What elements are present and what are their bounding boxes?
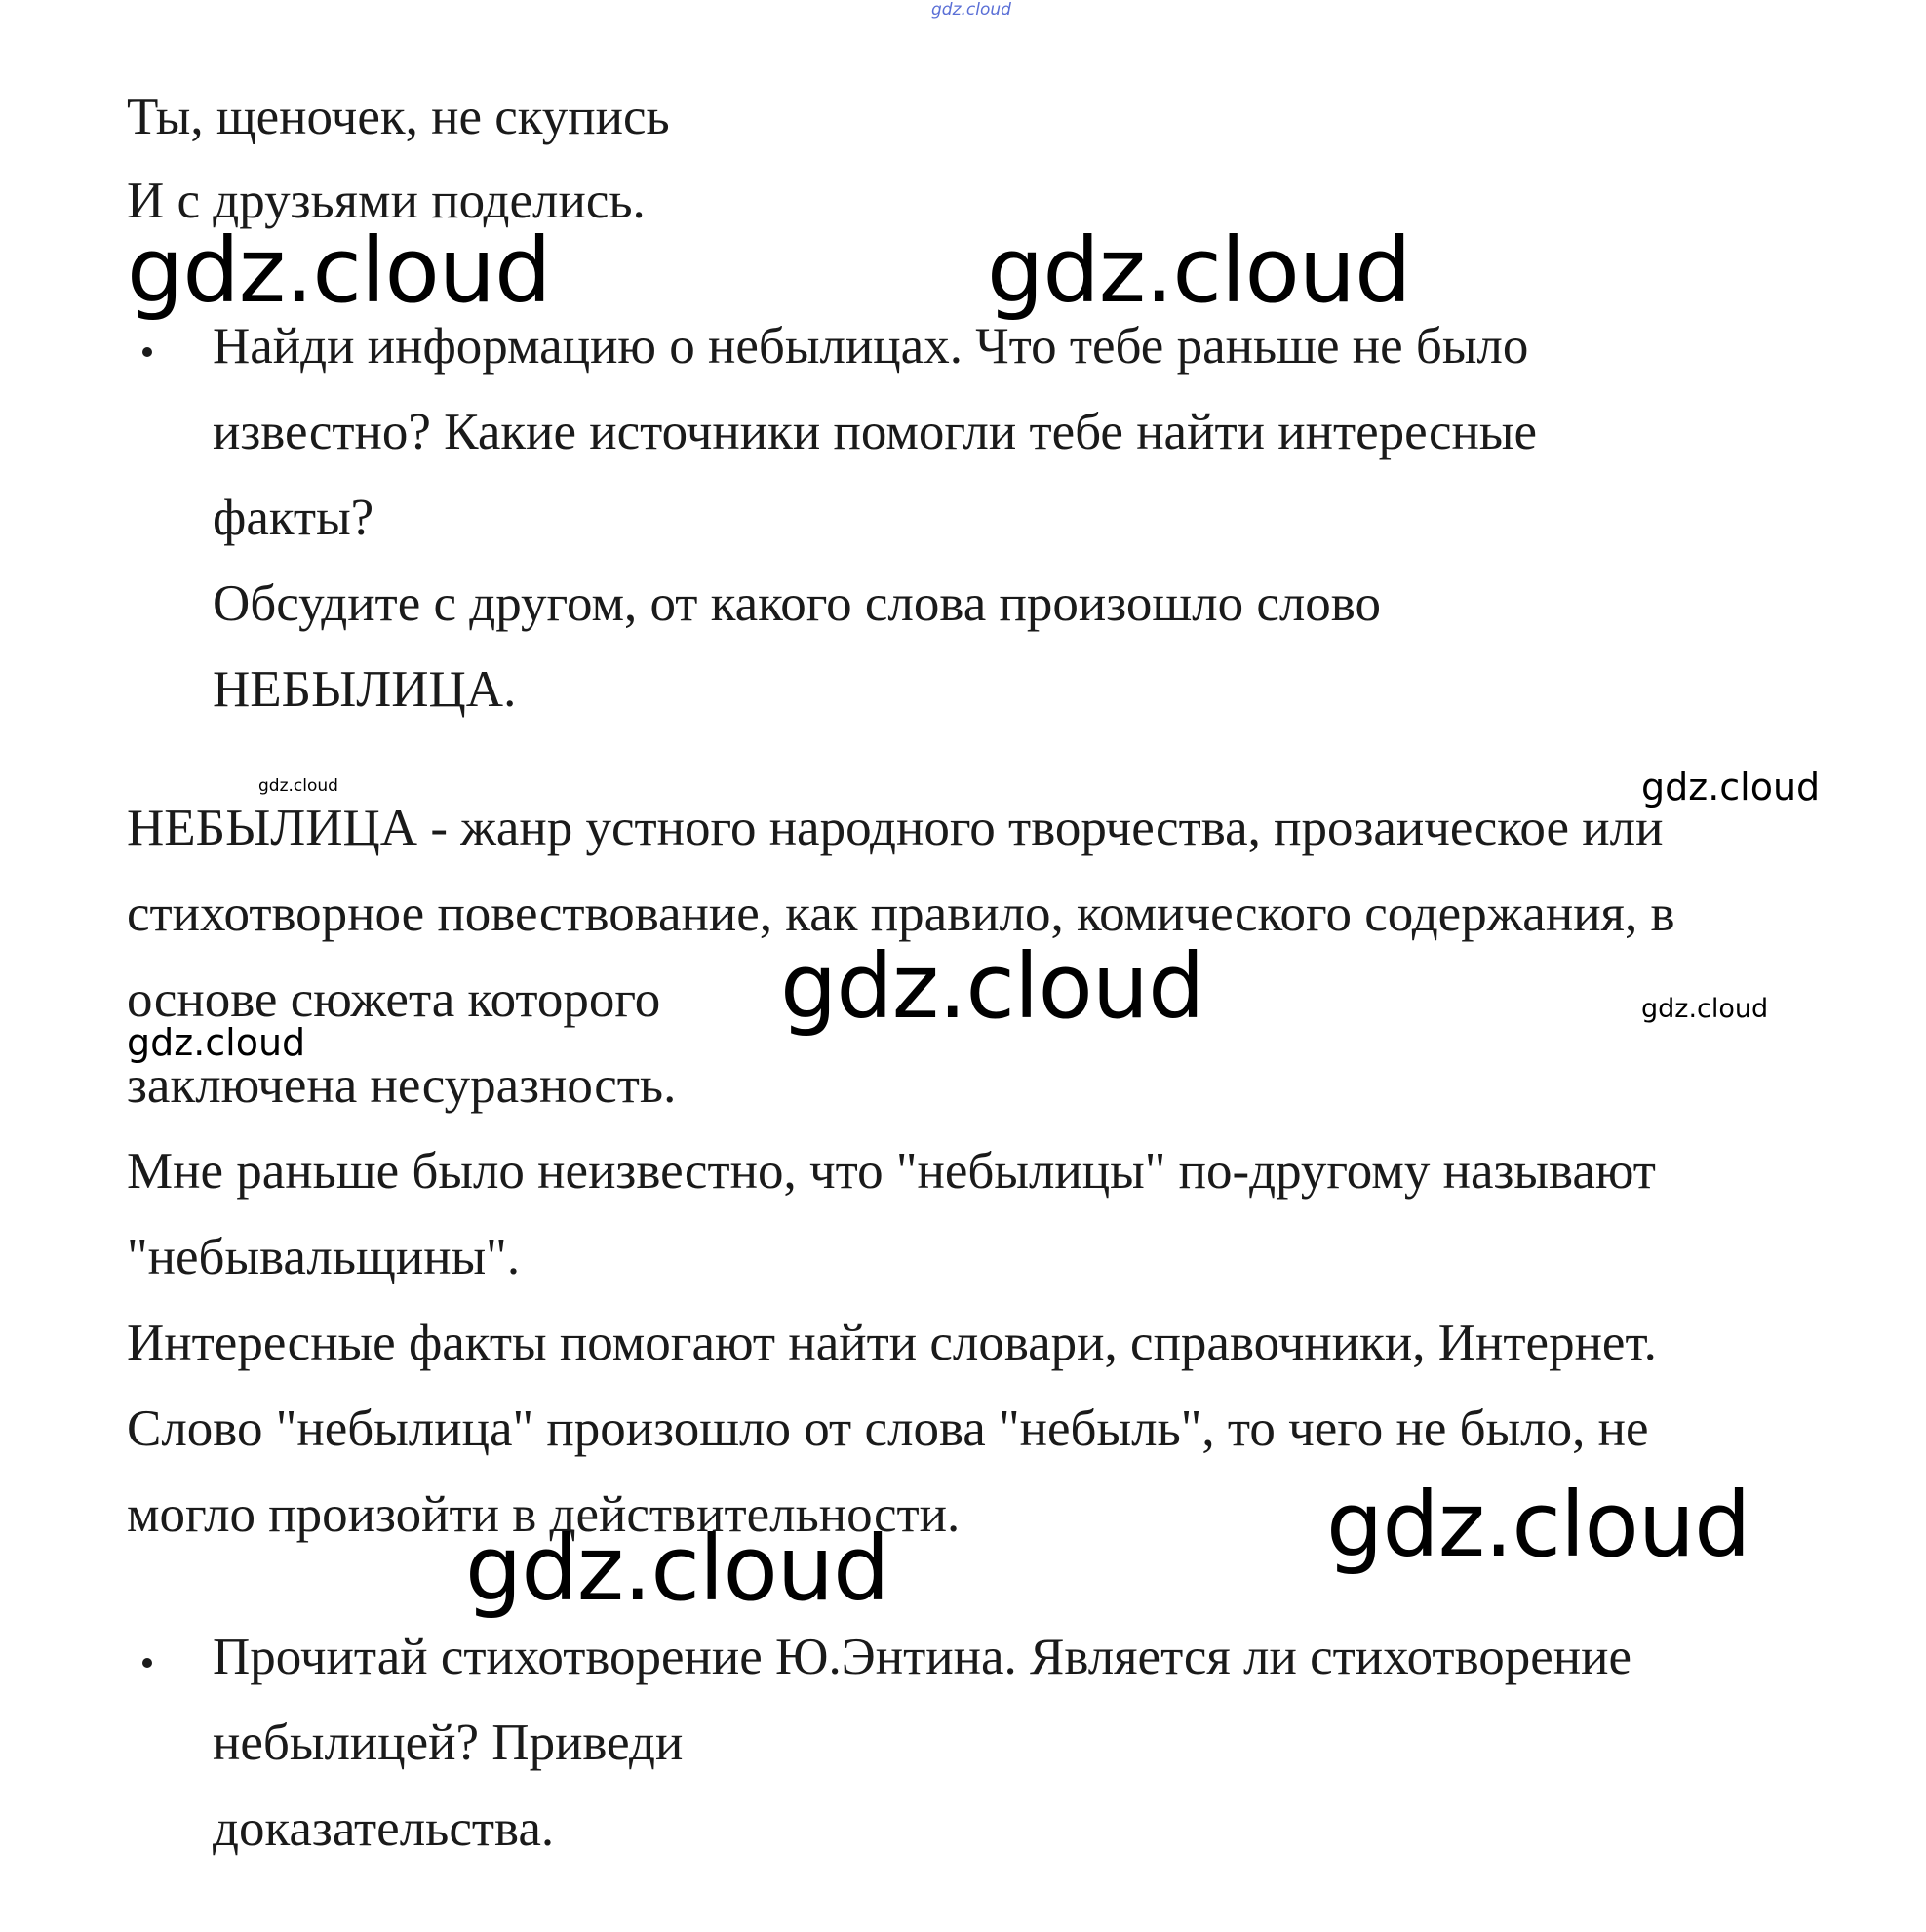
watermark: gdz.cloud [780,934,1204,1039]
answer-text: НЕБЫЛИЦА - жанр устного народного творчества, прозаическое или [127,800,1664,856]
answer-text: заключена несуразность. [127,1057,677,1114]
answer-text: Мне раньше было неизвестно, что "небылицы" по-другому называют [127,1143,1656,1200]
watermark-top: gdz.cloud [931,0,1011,20]
watermark: gdz.cloud [127,1021,306,1064]
watermark: gdz.cloud [1641,994,1769,1024]
watermark: gdz.cloud [1641,766,1821,808]
poem-line: И с друзьями поделись. [127,173,646,229]
task-text: Прочитай стихотворение Ю.Энтина. Является ли стихотворение [213,1629,1632,1685]
watermark: gdz.cloud [987,218,1411,323]
task-text: НЕБЫЛИЦА. [213,661,517,718]
answer-text: "небывальщины". [127,1229,521,1285]
task-text: факты? [213,490,374,546]
watermark: gdz.cloud [1326,1473,1750,1577]
answer-text: Слово "небылица" произошло от слова "небыль", то чего не было, не [127,1400,1649,1457]
task-text: доказательства. [213,1800,555,1857]
task-text: известно? Какие источники помогли тебе найти интересные [213,404,1537,460]
task-text: Обсудите с другом, от какого слова произошло слово [213,575,1381,632]
watermark: gdz.cloud [258,776,338,796]
answer-text: стихотворное повествование, как правило, комического содержания, в [127,886,1675,942]
bullet-point [142,1658,152,1668]
answer-text: основе сюжета которого [127,971,661,1028]
answer-text: могло произойти в действительности. [127,1486,961,1543]
bullet-point [142,347,152,357]
task-text: небылицей? Приведи [213,1715,684,1771]
task-text: Найди информацию о небылицах. Что тебе раньше не было [213,318,1529,375]
answer-text: Интересные факты помогают найти словари, справочники, Интернет. [127,1315,1657,1371]
watermark: gdz.cloud [127,218,551,323]
watermark: gdz.cloud [465,1517,889,1621]
poem-line: Ты, щеночек, не скупись [127,89,670,145]
